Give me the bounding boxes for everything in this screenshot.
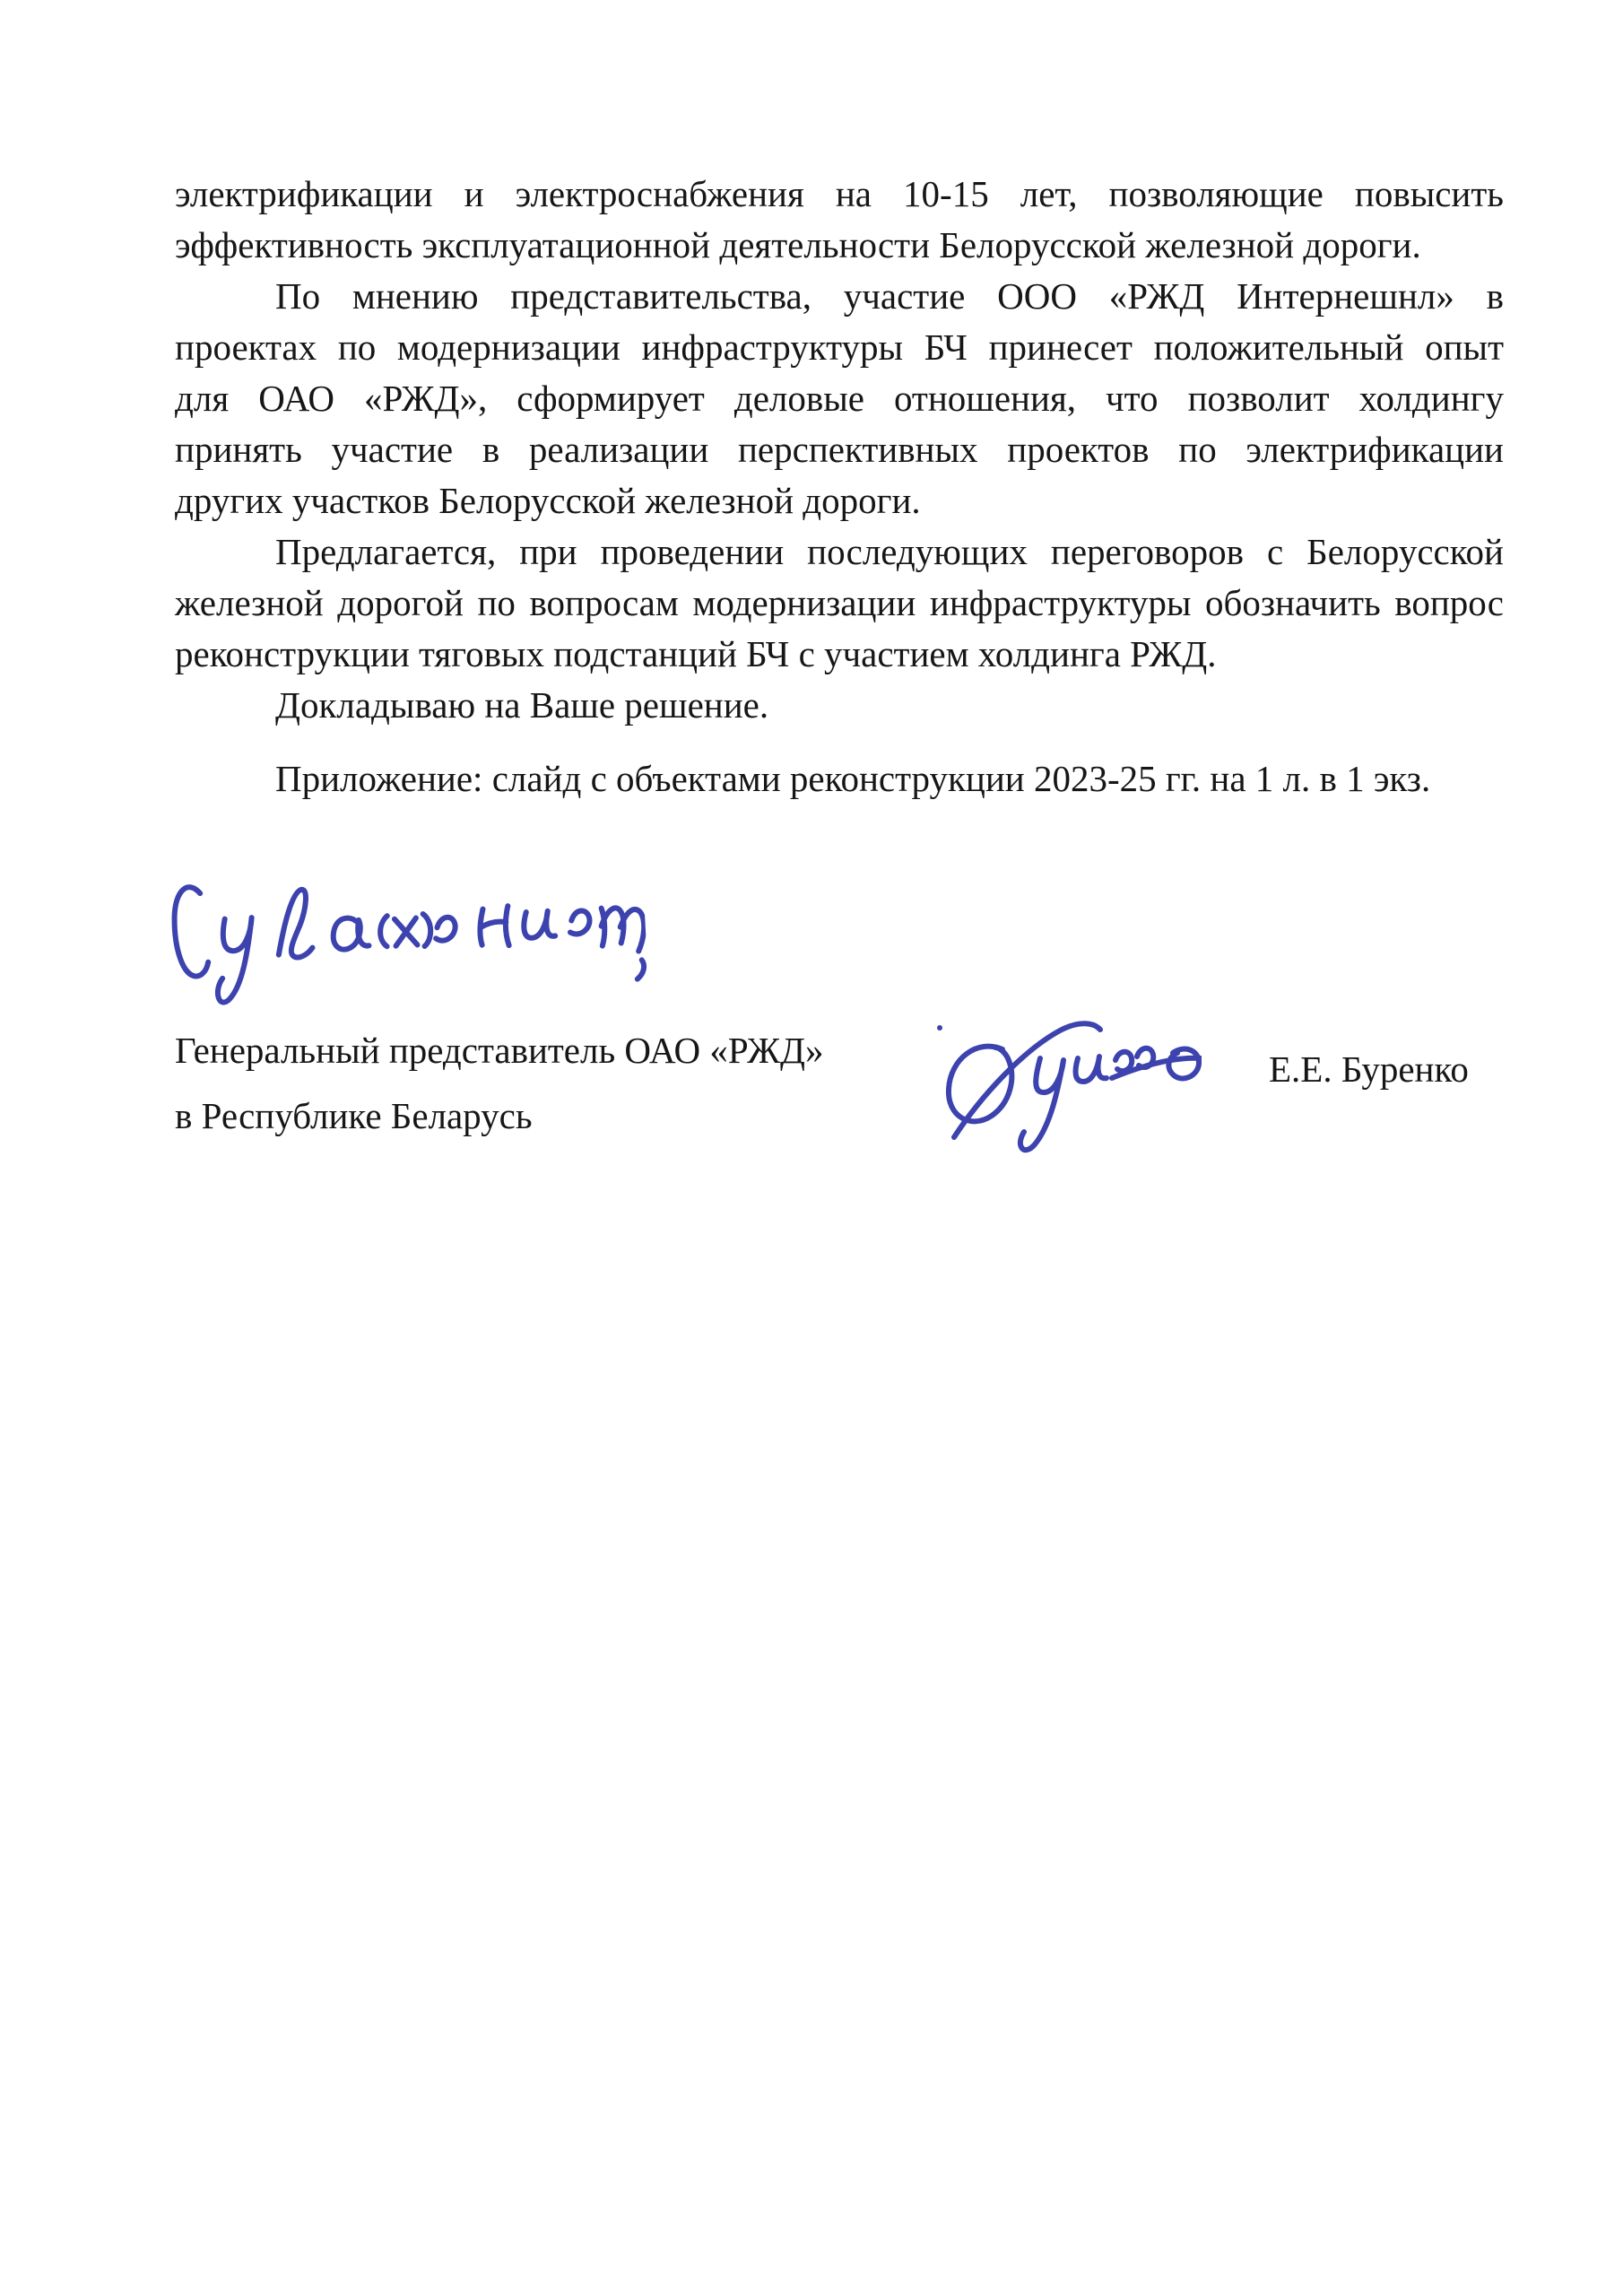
body-line: Докладываю на Ваше решение. <box>275 684 769 726</box>
attachment-line: Приложение: слайд с объектами реконструкции 2023-25 гг. на 1 л. в 1 экз. <box>275 758 1431 799</box>
signer-name: Е.Е. Буренко <box>1269 1048 1469 1090</box>
body-line: железной дорогой по вопросам модернизации инфраструктуры обозначить вопрос <box>175 582 1504 623</box>
body-line: реконструкции тяговых подстанций БЧ с участием холдинга РЖД. <box>175 633 1217 674</box>
signature-scribble <box>924 1003 1202 1164</box>
body-line: других участков Белорусской железной дороги. <box>175 480 921 521</box>
body-line: эффективность эксплуатационной деятельности Белорусской железной дороги. <box>175 224 1421 265</box>
body-line: электрификации и электроснабжения на 10-15 лет, позволяющие повысить <box>175 173 1504 214</box>
letter-body <box>175 169 1504 804</box>
body-line: для ОАО «РЖД», сформирует деловые отношения, что позволит холдингу <box>175 378 1504 419</box>
body-line: Предлагается, при проведении последующих переговоров с Белорусской <box>275 531 1504 572</box>
signer-position-line-2: в Республике Беларусь <box>175 1095 533 1136</box>
body-line: принять участие в реализации перспективных проектов по электрификации <box>175 429 1504 470</box>
signer-position-line-1: Генеральный представитель ОАО «РЖД» <box>175 1030 824 1071</box>
handwritten-closing <box>167 850 649 1023</box>
body-line: По мнению представительства, участие ООО «РЖД Интернешнл» в <box>275 275 1504 317</box>
body-line: проектах по модернизации инфраструктуры БЧ принесет положительный опыт <box>175 326 1504 368</box>
